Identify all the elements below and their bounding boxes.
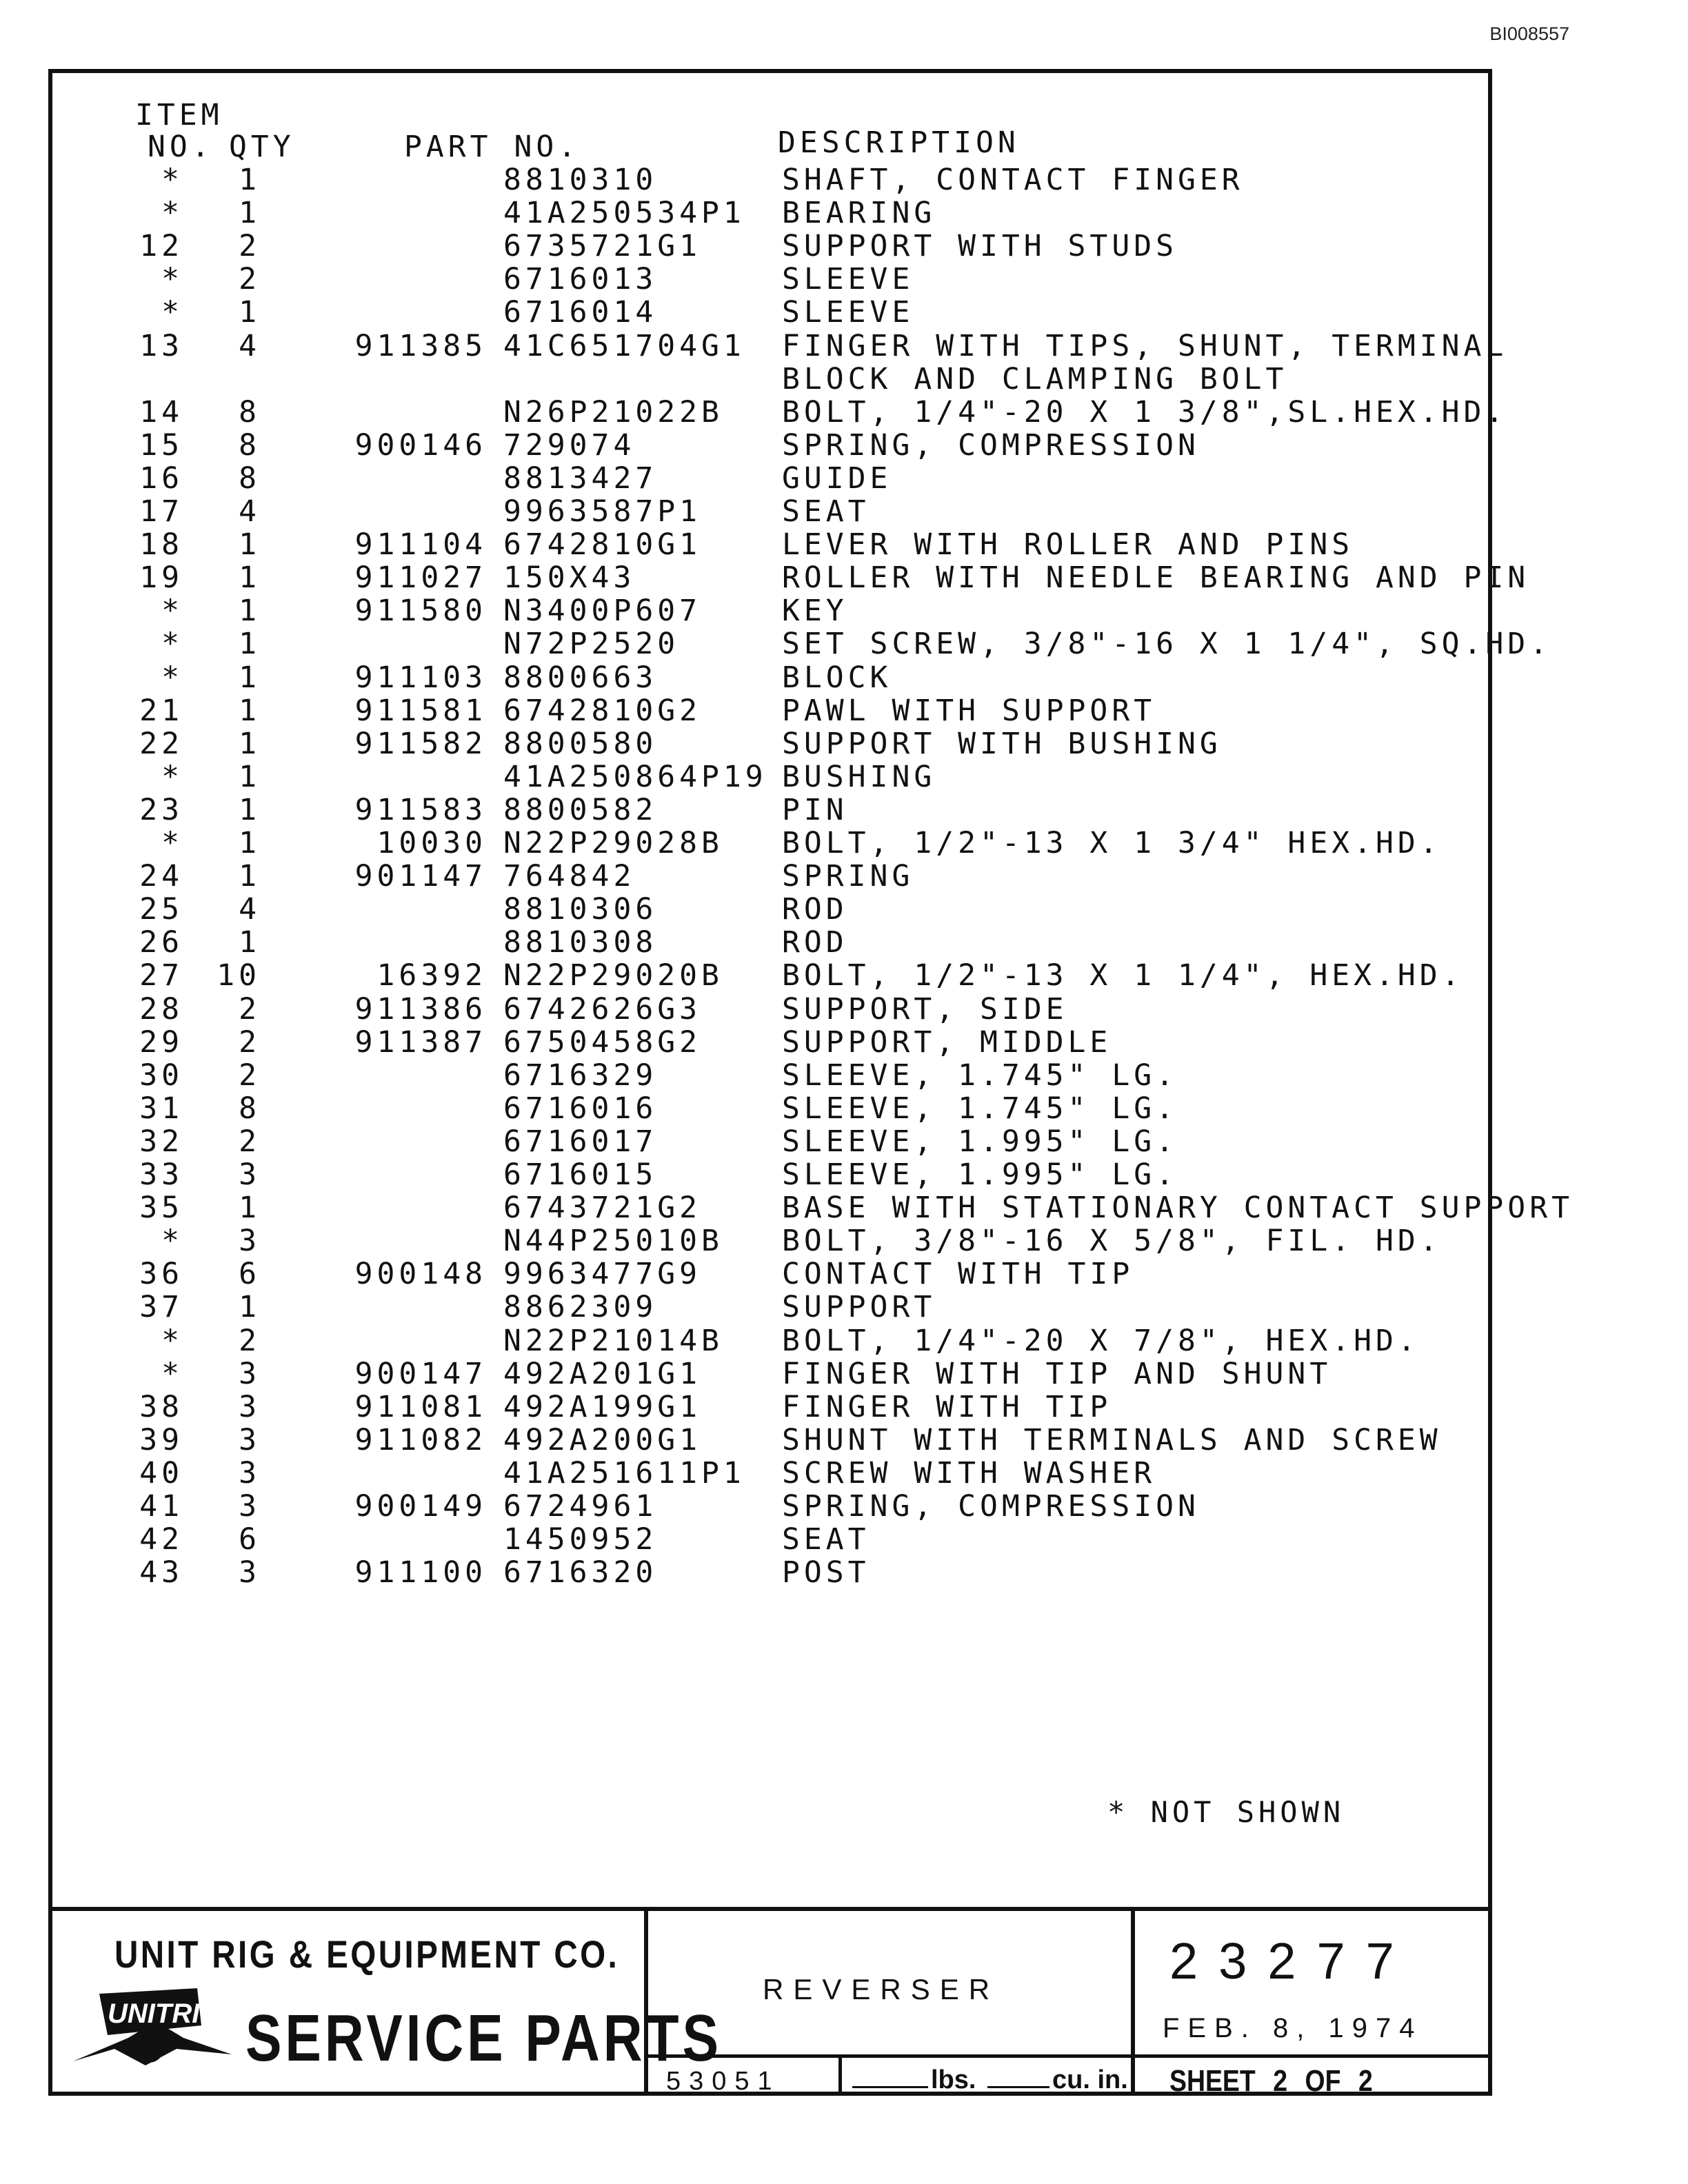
header-description: DESCRIPTION	[778, 125, 1020, 160]
table-row	[52, 1555, 1473, 1590]
sheet-number: 2	[1273, 2064, 1288, 2098]
quantity: 1	[239, 527, 261, 562]
table-row	[52, 729, 1473, 761]
item-number: 38	[139, 1390, 183, 1424]
part-number: 764842	[503, 859, 636, 893]
item-number: *	[161, 295, 183, 330]
item-number: 28	[139, 992, 183, 1027]
sheet-total: 2	[1358, 2064, 1373, 2098]
table-row	[52, 992, 1473, 1027]
description: SLEEVE	[782, 295, 914, 330]
part-number: 8800580	[503, 727, 658, 761]
item-number: 39	[139, 1423, 183, 1457]
description: FINGER WITH TIP	[782, 1390, 1112, 1424]
part-number: 6743721G2	[503, 1191, 701, 1225]
table-row	[52, 1025, 1473, 1060]
part-number: N72P2520	[503, 627, 680, 661]
table-row	[52, 826, 1473, 860]
description: BOLT, 3/8"-16 X 5/8", FIL. HD.	[782, 1224, 1442, 1258]
description: SPRING	[782, 859, 914, 893]
item-number: *	[161, 826, 183, 860]
table-row	[52, 1423, 1473, 1457]
quantity: 1	[239, 660, 261, 695]
item-number: 41	[139, 1489, 183, 1524]
quantity: 1	[239, 627, 261, 661]
description: ROD	[782, 892, 848, 927]
description: SLEEVE, 1.745" LG.	[782, 1091, 1178, 1126]
table-row	[52, 362, 1473, 396]
description: PAWL WITH SUPPORT	[782, 694, 1156, 728]
table-row	[52, 262, 1473, 296]
title-block	[52, 1907, 1488, 2098]
parts-list-frame	[48, 69, 1574, 2098]
quantity: 1	[239, 1191, 261, 1225]
part-number: 41A250864P19	[503, 760, 767, 794]
table-row	[52, 925, 1473, 960]
not-shown-note: * NOT SHOWN	[1107, 1795, 1345, 1829]
item-number: 13	[139, 329, 183, 363]
description: PIN	[782, 793, 848, 827]
alt-part-number: 901147	[354, 859, 487, 893]
alt-part-number: 911103	[354, 660, 487, 695]
description: ROLLER WITH NEEDLE BEARING AND PIN	[782, 560, 1530, 595]
table-row	[52, 1326, 1473, 1358]
description: FINGER WITH TIPS, SHUNT, TERMINAL	[782, 329, 1508, 363]
description: BOLT, 1/2"-13 X 1 1/4", HEX.HD.	[782, 958, 1464, 993]
part-number: 8862309	[503, 1290, 658, 1324]
item-number: 12	[139, 229, 183, 263]
item-number: *	[161, 760, 183, 794]
item-number: 35	[139, 1191, 183, 1225]
document-number: 23277	[1169, 1932, 1415, 1990]
part-number: 492A199G1	[503, 1390, 701, 1424]
description: BUSHING	[782, 760, 936, 794]
description: BLOCK AND CLAMPING BOLT	[782, 362, 1288, 396]
description: BLOCK	[782, 660, 892, 695]
quantity: 2	[239, 1124, 261, 1159]
quantity: 1	[239, 694, 261, 728]
part-number: 6735721G1	[503, 229, 701, 263]
table-row	[52, 1157, 1473, 1192]
item-number: *	[161, 1224, 183, 1258]
item-number: 43	[139, 1555, 183, 1590]
part-number: N26P21022B	[503, 395, 723, 429]
quantity: 1	[239, 594, 261, 628]
table-row	[52, 165, 1473, 197]
table-row	[52, 1226, 1473, 1258]
description: KEY	[782, 594, 848, 628]
description: SEAT	[782, 494, 870, 529]
table-row	[52, 1522, 1473, 1557]
sheet-of: OF	[1305, 2064, 1341, 2098]
item-number: *	[161, 1324, 183, 1358]
quantity: 1	[239, 859, 261, 893]
item-number: 37	[139, 1290, 183, 1324]
quantity: 4	[239, 892, 261, 927]
part-number: 8800582	[503, 793, 658, 827]
part-number: 492A201G1	[503, 1357, 701, 1391]
document-date: FEB. 8, 1974	[1163, 2013, 1423, 2043]
alt-part-number: 10030	[376, 826, 487, 860]
quantity: 1	[239, 1290, 261, 1324]
item-number: 31	[139, 1091, 183, 1126]
description: SCREW WITH WASHER	[782, 1456, 1156, 1490]
part-number: 9963477G9	[503, 1257, 701, 1291]
part-number: N3400P607	[503, 594, 701, 628]
table-row	[52, 1456, 1473, 1490]
drawing-title: REVERSER	[763, 1973, 1000, 2005]
description: SHUNT WITH TERMINALS AND SCREW	[782, 1423, 1442, 1457]
title-block-divider	[644, 2054, 1488, 2058]
alt-part-number: 911100	[354, 1555, 487, 1590]
table-row	[52, 1257, 1473, 1291]
quantity: 3	[239, 1224, 261, 1258]
part-number: 6716013	[503, 262, 658, 296]
header-item-line2: NO.	[148, 130, 214, 164]
quantity: 1	[239, 196, 261, 230]
quantity: 1	[239, 826, 261, 860]
table-row	[52, 196, 1473, 230]
item-number: *	[161, 627, 183, 661]
description: SEAT	[782, 1522, 870, 1557]
item-number: *	[161, 660, 183, 695]
quantity: 1	[239, 727, 261, 761]
item-number: 25	[139, 892, 183, 927]
item-number: 40	[139, 1456, 183, 1490]
alt-part-number: 911387	[354, 1025, 487, 1060]
quantity: 2	[239, 229, 261, 263]
part-number: 6716320	[503, 1555, 658, 1590]
part-number: 41A250534P1	[503, 196, 745, 230]
item-number: *	[161, 262, 183, 296]
description: SHAFT, CONTACT FINGER	[782, 163, 1244, 197]
table-row	[52, 329, 1508, 363]
item-number: 23	[139, 793, 183, 827]
company-name: UNIT RIG & EQUIPMENT CO.	[114, 1932, 620, 1976]
item-number: 16	[139, 461, 183, 496]
table-row	[52, 762, 1473, 794]
description: FINGER WITH TIP AND SHUNT	[782, 1357, 1332, 1391]
quantity: 8	[239, 395, 261, 429]
table-row	[52, 560, 1530, 595]
table-row	[52, 696, 1473, 728]
item-number: 19	[139, 560, 183, 595]
alt-part-number: 911580	[354, 594, 487, 628]
item-number: 26	[139, 925, 183, 960]
quantity: 8	[239, 461, 261, 496]
part-number: 41C651704G1	[503, 329, 745, 363]
table-row	[52, 892, 1473, 927]
alt-part-number: 911027	[354, 560, 487, 595]
alt-part-number: 900148	[354, 1257, 487, 1291]
part-number: 8813427	[503, 461, 658, 496]
alt-part-number: 900147	[354, 1357, 487, 1391]
item-number: 42	[139, 1522, 183, 1557]
description: BASE WITH STATIONARY CONTACT SUPPORT	[782, 1191, 1574, 1225]
alt-part-number: 911081	[354, 1390, 487, 1424]
item-number: 33	[139, 1157, 183, 1192]
table-row	[52, 958, 1473, 993]
table-row	[52, 527, 1473, 562]
quantity: 8	[239, 1091, 261, 1126]
alt-part-number: 911082	[354, 1423, 487, 1457]
quantity: 1	[239, 760, 261, 794]
part-number: 729074	[503, 428, 636, 463]
table-row	[52, 1290, 1473, 1324]
quantity: 4	[239, 329, 261, 363]
alt-part-number: 911582	[354, 727, 487, 761]
description: SPRING, COMPRESSION	[782, 1489, 1200, 1524]
part-number: 6716014	[503, 295, 658, 330]
item-number: 24	[139, 859, 183, 893]
part-number: N44P25010B	[503, 1224, 723, 1258]
part-number: 6716329	[503, 1058, 658, 1093]
unitrig-logo	[66, 1980, 239, 2079]
table-row	[52, 1124, 1473, 1159]
weight-code: 53051	[666, 2067, 781, 2096]
description: SUPPORT, SIDE	[782, 992, 1068, 1027]
alt-part-number: 900146	[354, 428, 487, 463]
quantity: 6	[239, 1522, 261, 1557]
table-row	[52, 1058, 1473, 1093]
part-number: 6742810G1	[503, 527, 701, 562]
table-row	[52, 229, 1473, 263]
part-number: 6750458G2	[503, 1025, 701, 1060]
alt-part-number: 911581	[354, 694, 487, 728]
quantity: 2	[239, 992, 261, 1027]
quantity: 3	[239, 1390, 261, 1424]
description: GUIDE	[782, 461, 892, 496]
description: BEARING	[782, 196, 936, 230]
part-number: 6716015	[503, 1157, 658, 1192]
description: SUPPORT	[782, 1290, 936, 1324]
item-number: *	[161, 196, 183, 230]
table-row	[52, 1390, 1473, 1424]
description: BOLT, 1/2"-13 X 1 3/4" HEX.HD.	[782, 826, 1442, 860]
weight-volume-fields	[852, 2065, 1128, 2095]
logo-wordmark: UNITRIG	[108, 1999, 221, 2029]
part-number: 8810306	[503, 892, 658, 927]
description: SLEEVE, 1.995" LG.	[782, 1124, 1178, 1159]
item-number: 17	[139, 494, 183, 529]
part-number: 1450952	[503, 1522, 658, 1557]
table-row	[52, 494, 1473, 529]
item-number: 18	[139, 527, 183, 562]
item-number: *	[161, 163, 183, 197]
part-number: 8810310	[503, 163, 658, 197]
description: BOLT, 1/4"-20 X 1 3/8",SL.HEX.HD.	[782, 395, 1508, 429]
quantity: 2	[239, 262, 261, 296]
item-number: 15	[139, 428, 183, 463]
table-row	[52, 1359, 1473, 1391]
table-row	[52, 627, 1552, 661]
quantity: 3	[239, 1456, 261, 1490]
item-number: 21	[139, 694, 183, 728]
item-number: 30	[139, 1058, 183, 1093]
item-number: 29	[139, 1025, 183, 1060]
part-number: 9963587P1	[503, 494, 701, 529]
description: ROD	[782, 925, 848, 960]
header-item-line1: ITEM	[135, 98, 223, 132]
quantity: 1	[239, 163, 261, 197]
title-block-divider	[838, 2054, 842, 2096]
alt-part-number: 911386	[354, 992, 487, 1027]
quantity: 3	[239, 1555, 261, 1590]
description: BOLT, 1/4"-20 X 7/8", HEX.HD.	[782, 1324, 1420, 1358]
quantity: 1	[239, 560, 261, 595]
part-number: 41A251611P1	[503, 1456, 745, 1490]
title-block-divider	[1131, 1911, 1135, 2096]
quantity: 3	[239, 1357, 261, 1391]
description: SUPPORT WITH STUDS	[782, 229, 1178, 263]
quantity: 1	[239, 295, 261, 330]
description: SPRING, COMPRESSION	[782, 428, 1200, 463]
part-number: 6742810G2	[503, 694, 701, 728]
table-row	[52, 1091, 1473, 1126]
table-row	[52, 1191, 1574, 1225]
table-row	[52, 1489, 1473, 1524]
part-number: 492A200G1	[503, 1423, 701, 1457]
quantity: 2	[239, 1058, 261, 1093]
table-row	[52, 859, 1473, 893]
part-number: N22P21014B	[503, 1324, 723, 1358]
quantity: 2	[239, 1025, 261, 1060]
part-number: 6716017	[503, 1124, 658, 1159]
quantity: 8	[239, 428, 261, 463]
item-number: *	[161, 1357, 183, 1391]
quantity: 3	[239, 1157, 261, 1192]
alt-part-number: 911385	[354, 329, 487, 363]
item-number: 36	[139, 1257, 183, 1291]
description: LEVER WITH ROLLER AND PINS	[782, 527, 1354, 562]
part-number: 8810308	[503, 925, 658, 960]
quantity: 2	[239, 1324, 261, 1358]
quantity: 1	[239, 925, 261, 960]
header-qty: QTY	[229, 130, 295, 164]
part-number: 6742626G3	[503, 992, 701, 1027]
description: POST	[782, 1555, 870, 1590]
description: CONTACT WITH TIP	[782, 1257, 1134, 1291]
table-row	[52, 395, 1508, 429]
cuin-label: cu. in.	[1052, 2065, 1128, 2094]
description: SLEEVE	[782, 262, 914, 296]
part-number: 150X43	[503, 560, 636, 595]
description: SLEEVE, 1.745" LG.	[782, 1058, 1178, 1093]
table-row	[52, 428, 1473, 463]
item-number: *	[161, 594, 183, 628]
service-parts-label: SERVICE PARTS	[245, 2001, 722, 2075]
sheet-label: SHEET	[1169, 2064, 1256, 2098]
table-row	[52, 660, 1473, 695]
part-number: 8800663	[503, 660, 658, 695]
lbs-label: lbs.	[931, 2065, 976, 2094]
part-number: 6716016	[503, 1091, 658, 1126]
description: SUPPORT WITH BUSHING	[782, 727, 1222, 761]
alt-part-number: 900149	[354, 1489, 487, 1524]
table-row	[52, 793, 1473, 827]
document-id: BI008557	[1489, 23, 1569, 44]
item-number: 27	[139, 958, 183, 993]
header-part-no: PART NO.	[404, 130, 581, 164]
item-number: 32	[139, 1124, 183, 1159]
table-row	[52, 461, 1473, 496]
description: SLEEVE, 1.995" LG.	[782, 1157, 1178, 1192]
quantity: 3	[239, 1489, 261, 1524]
item-number: 22	[139, 727, 183, 761]
part-number: N22P29028B	[503, 826, 723, 860]
description: SET SCREW, 3/8"-16 X 1 1/4", SQ.HD.	[782, 627, 1552, 661]
alt-part-number: 911104	[354, 527, 487, 562]
table-row	[52, 596, 1473, 628]
part-number: N22P29020B	[503, 958, 723, 993]
part-number: 6724961	[503, 1489, 658, 1524]
alt-part-number: 16392	[376, 958, 487, 993]
sheet-indicator	[1169, 2064, 1390, 2099]
description: SUPPORT, MIDDLE	[782, 1025, 1112, 1060]
quantity: 4	[239, 494, 261, 529]
table-row	[52, 295, 1473, 330]
quantity: 3	[239, 1423, 261, 1457]
item-number: 14	[139, 395, 183, 429]
alt-part-number: 911583	[354, 793, 487, 827]
quantity: 10	[217, 958, 261, 993]
quantity: 1	[239, 793, 261, 827]
quantity: 6	[239, 1257, 261, 1291]
